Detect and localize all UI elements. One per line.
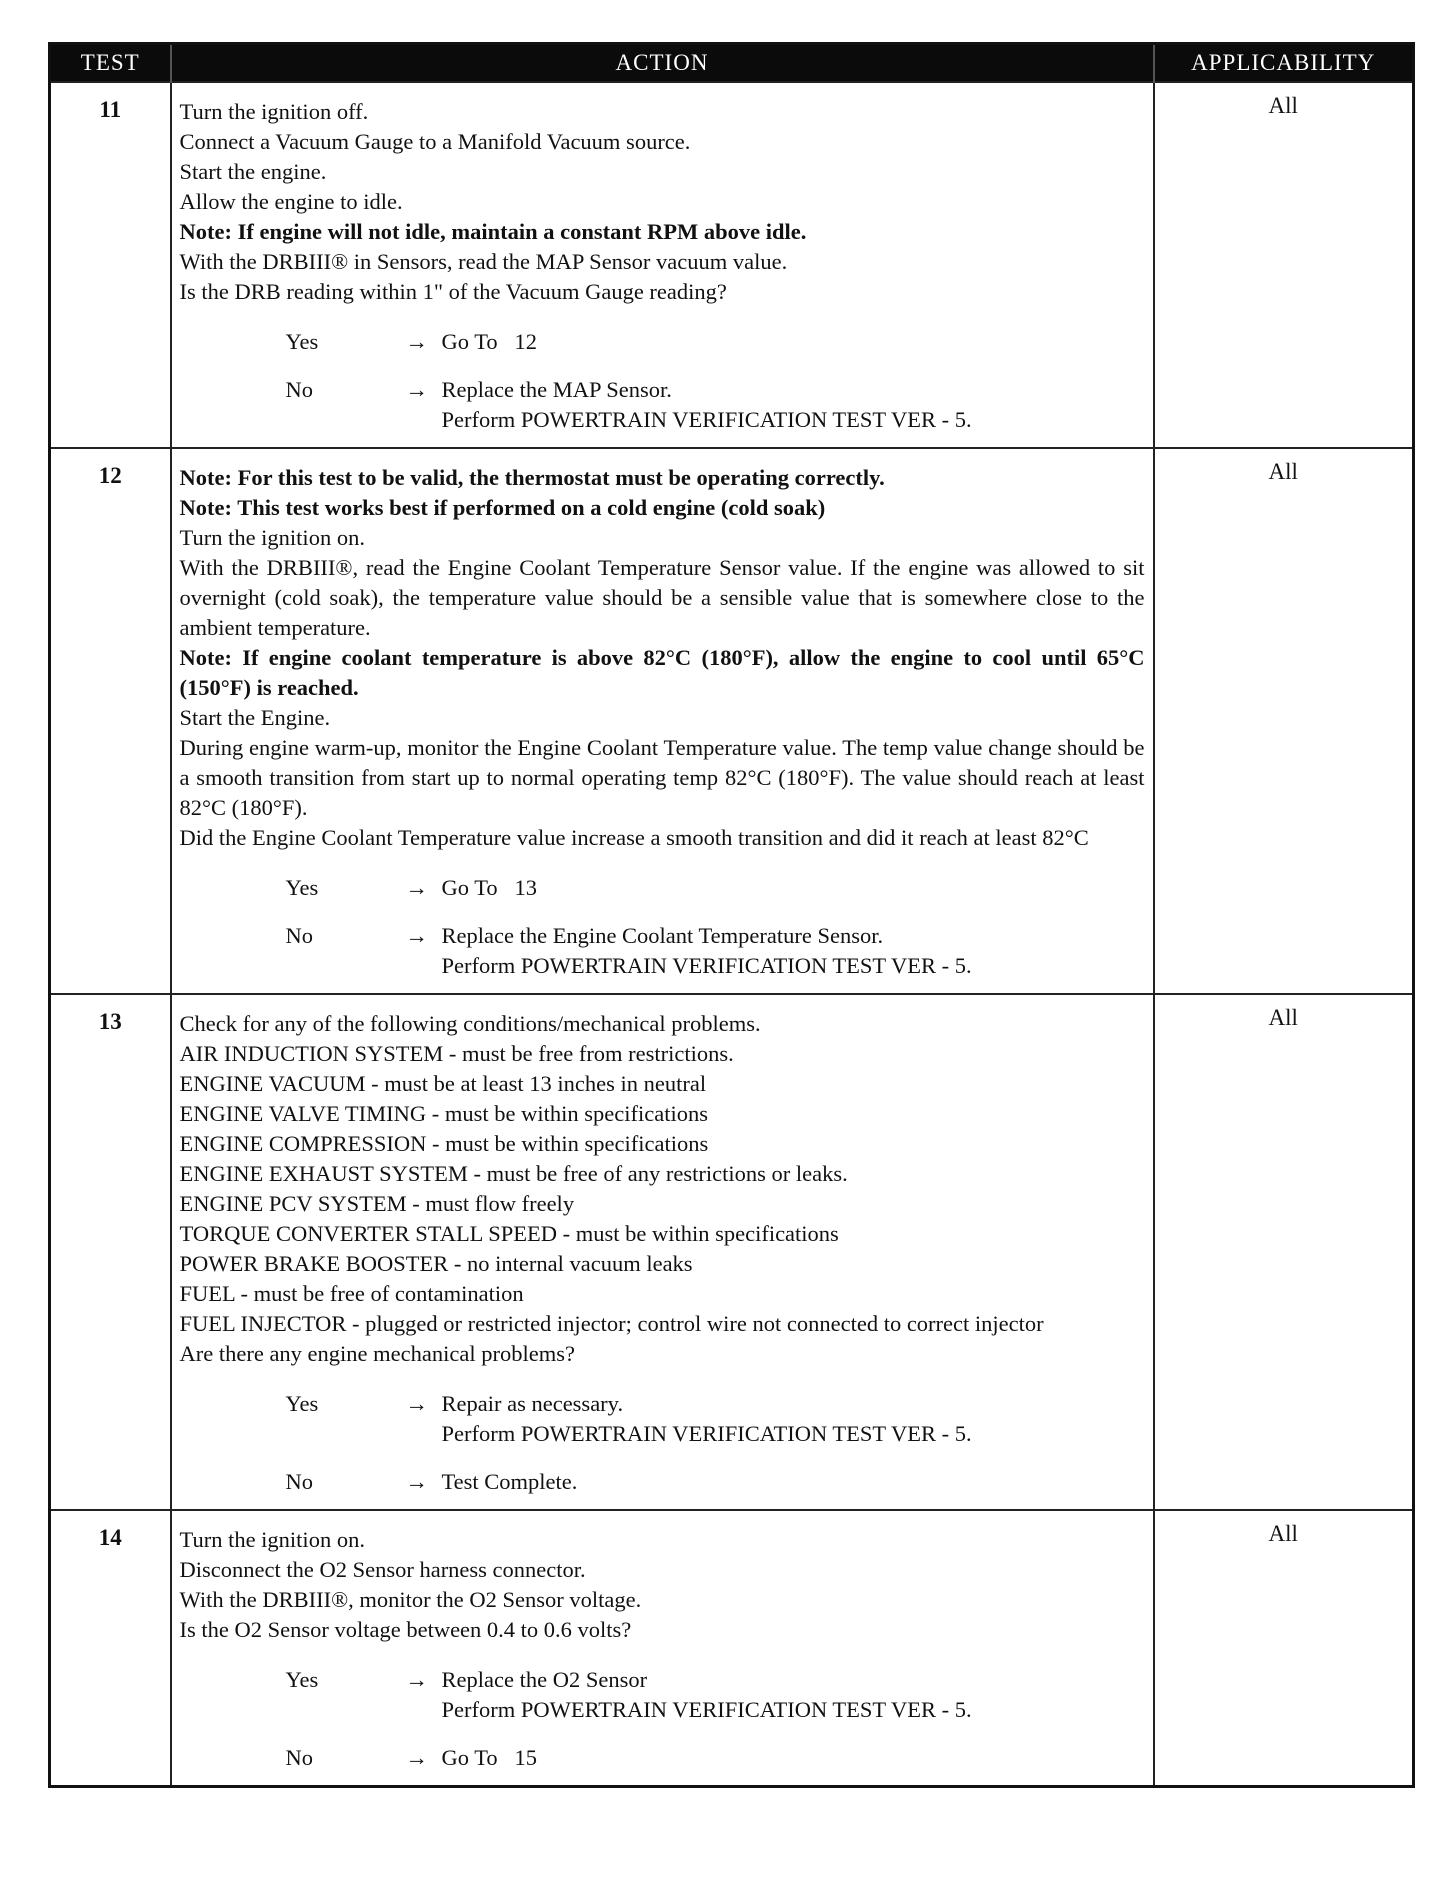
header-applicability: APPLICABILITY [1154,44,1414,83]
instruction-line: With the DRBIII®, read the Engine Coolant Temperature Sensor value. If the engine was allowed to sit overnight (cold soak), the temperature value should be a sensible value that is somewhere close to the ambient temperature. [179,555,1145,640]
right-arrow-icon: → [405,1745,428,1770]
table-row [50,448,1414,994]
outcome-answer: No [285,377,313,402]
instruction-line: During engine warm-up, monitor the Engine Coolant Temperature value. The temp value change should be a smooth transition from start up to normal operating temp 82°C (180°F). The value should reach at least 82°C (180°F). [179,735,1145,820]
instruction-line: FUEL INJECTOR - plugged or restricted injector; control wire not connected to correct injector [179,1311,1044,1336]
instruction-line: ENGINE VALVE TIMING - must be within specifications [179,1101,708,1126]
outcome-no [286,375,1145,435]
instruction-line: Turn the ignition on. [179,1527,365,1552]
table-row [50,82,1414,448]
result-line: Replace the Engine Coolant Temperature Sensor. [441,923,884,948]
instruction-line: ENGINE EXHAUST SYSTEM - must be free of any restrictions or leaks. [179,1161,848,1186]
note-line: Note: If engine coolant temperature is above 82°C (180°F), allow the engine to cool until 65°C (150°F) is reached. [179,645,1145,700]
instruction-line: Turn the ignition off. [179,99,369,124]
instruction-line: Are there any engine mechanical problems? [179,1341,575,1366]
outcome-yes [286,1389,1145,1449]
note-line: Note: If engine will not idle, maintain a constant RPM above idle. [179,219,807,244]
table-body [50,82,1414,1787]
applicability-value: All [1154,82,1414,448]
action-cell [171,82,1154,448]
result-line: Perform POWERTRAIN VERIFICATION TEST VER - 5. [441,1697,972,1722]
result-line: Go To 15 [441,1745,538,1770]
test-number: 11 [50,82,171,448]
applicability-value: All [1154,1510,1414,1787]
result-line: Perform POWERTRAIN VERIFICATION TEST VER - 5. [441,953,972,978]
result-line: Test Complete. [441,1469,578,1494]
instruction-line: Allow the engine to idle. [179,189,403,214]
instruction-line: FUEL - must be free of contamination [179,1281,524,1306]
note-line: Note: For this test to be valid, the thermostat must be operating correctly. [179,465,885,490]
instruction-line: Connect a Vacuum Gauge to a Manifold Vacuum source. [179,129,691,154]
applicability-value: All [1154,994,1414,1510]
instruction-line: Turn the ignition on. [179,525,365,550]
test-number: 13 [50,994,171,1510]
outcome-answer: No [285,923,313,948]
instruction-line: TORQUE CONVERTER STALL SPEED - must be within specifications [179,1221,839,1246]
result-line: Perform POWERTRAIN VERIFICATION TEST VER - 5. [441,1421,972,1446]
right-arrow-icon: → [405,923,428,948]
instruction-line: Start the engine. [179,159,327,184]
outcome-result [442,1467,1145,1497]
right-arrow-icon: → [405,1667,428,1692]
note-line: Note: This test works best if performed on a cold engine (cold soak) [179,495,826,520]
instruction-line: Is the O2 Sensor voltage between 0.4 to 0.6 volts? [179,1617,632,1642]
outcome-answer: Yes [285,329,319,354]
instruction-line: With the DRBIII® in Sensors, read the MAP Sensor vacuum value. [179,249,788,274]
instruction-line: Check for any of the following conditions/mechanical problems. [179,1011,761,1036]
result-line: Perform POWERTRAIN VERIFICATION TEST VER - 5. [441,407,972,432]
outcome-result [442,1389,1145,1449]
result-line: Go To 12 [441,329,538,354]
right-arrow-icon: → [405,329,428,354]
instruction-line: ENGINE COMPRESSION - must be within specifications [179,1131,709,1156]
outcome-answer: No [285,1469,313,1494]
outcome-yes [286,873,1145,903]
table-row [50,994,1414,1510]
table-row [50,1510,1414,1787]
instruction-line: Did the Engine Coolant Temperature value increase a smooth transition and did it reach at least 82°C [179,825,1089,850]
right-arrow-icon: → [405,875,428,900]
result-line: Go To 13 [441,875,538,900]
diagnostic-test-table [48,42,1415,1788]
outcome-yes [286,1665,1145,1725]
right-arrow-icon: → [405,1469,428,1494]
instruction-line: AIR INDUCTION SYSTEM - must be free from restrictions. [179,1041,734,1066]
header-action: ACTION [171,44,1154,83]
instruction-line: Start the Engine. [179,705,331,730]
outcome-yes [286,327,1145,357]
result-line: Replace the MAP Sensor. [441,377,672,402]
result-line: Replace the O2 Sensor [441,1667,648,1692]
action-cell [171,994,1154,1510]
outcome-answer: Yes [285,875,319,900]
outcome-answer: No [285,1745,313,1770]
table-header-row [50,44,1414,83]
diagnostic-page [48,42,1412,1788]
outcome-answer: Yes [285,1667,319,1692]
instruction-line: ENGINE PCV SYSTEM - must flow freely [179,1191,575,1216]
action-cell [171,1510,1154,1787]
right-arrow-icon: → [405,377,428,402]
outcome-result [442,1743,1145,1773]
action-cell [171,448,1154,994]
outcome-no [286,1467,1145,1497]
result-line: Repair as necessary. [441,1391,624,1416]
outcome-result [442,327,1145,357]
applicability-value: All [1154,448,1414,994]
outcome-result [442,921,1145,981]
outcome-answer: Yes [285,1391,319,1416]
instruction-line: ENGINE VACUUM - must be at least 13 inches in neutral [179,1071,707,1096]
instruction-line: Is the DRB reading within 1" of the Vacuum Gauge reading? [179,279,727,304]
instruction-line: POWER BRAKE BOOSTER - no internal vacuum leaks [179,1251,693,1276]
header-test: TEST [50,44,171,83]
test-number: 12 [50,448,171,994]
outcome-no [286,1743,1145,1773]
outcome-result [442,873,1145,903]
instruction-line: Disconnect the O2 Sensor harness connector. [179,1557,586,1582]
right-arrow-icon: → [405,1391,428,1416]
instruction-line: With the DRBIII®, monitor the O2 Sensor voltage. [179,1587,642,1612]
outcome-no [286,921,1145,981]
outcome-result [442,1665,1145,1725]
outcome-result [442,375,1145,435]
test-number: 14 [50,1510,171,1787]
